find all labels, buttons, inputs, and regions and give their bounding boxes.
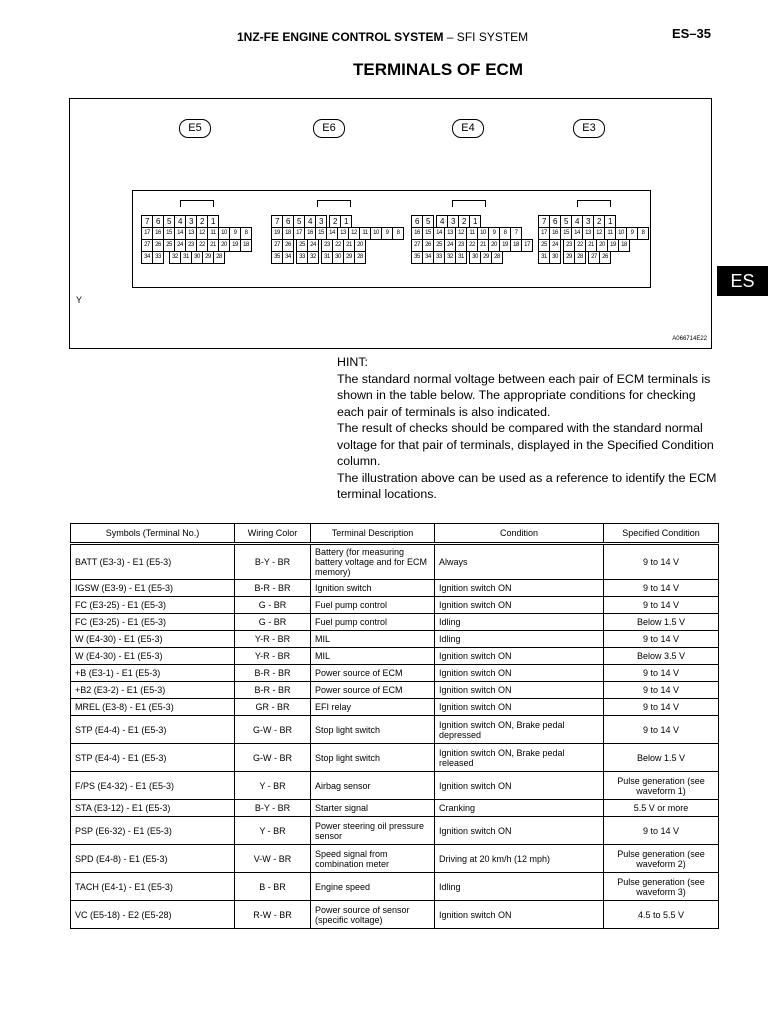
terminal-pin: 24 [444,239,456,252]
hint-paragraph-1: The standard normal voltage between each pair of ECM terminals is shown in the table below. The appropriate conditions for checking each pair of terminals is also indicated. [337,371,711,419]
terminal-pin: 6 [152,215,164,228]
cell-wiring-color: Y - BR [235,772,311,800]
terminal-pin: 14 [174,227,186,240]
cell-wiring-color: G - BR [235,597,311,614]
terminal-pin: 27 [588,251,600,264]
section-tab: ES [717,266,768,296]
cell-symbols: +B (E3-1) - E1 (E5-3) [71,665,235,682]
terminal-pin: 14 [571,227,583,240]
terminal-pin: 32 [169,251,181,264]
cell-wiring-color: Y - BR [235,817,311,845]
cell-condition: Ignition switch ON [435,597,604,614]
terminal-pin: 16 [549,227,561,240]
cell-wiring-color: GR - BR [235,699,311,716]
table-row [71,744,719,772]
terminal-pin: 12 [348,227,360,240]
terminal-pin: 24 [549,239,561,252]
table-row [71,772,719,800]
cell-description: Battery (for measuring battery voltage and for ECM memory) [311,544,435,580]
cell-description: Power source of sensor (specific voltage) [311,901,435,929]
terminal-pin: 34 [422,251,434,264]
cell-specified: 4.5 to 5.5 V [604,901,719,929]
hint-paragraph-2: The result of checks should be compared with the standard normal voltage for that pair of terminals, displayed in the Specified Condition column. [337,421,714,468]
cell-description: MIL [311,631,435,648]
table-row [71,580,719,597]
table-row [71,682,719,699]
terminal-pin: 4 [304,215,316,228]
cell-condition: Ignition switch ON, Brake pedal released [435,744,604,772]
terminal-pin: 3 [447,215,459,228]
cell-symbols: MREL (E3-8) - E1 (E5-3) [71,699,235,716]
terminal-pin: 30 [191,251,203,264]
terminal-pin: 12 [455,227,467,240]
table-row [71,817,719,845]
terminal-pin: 33 [296,251,308,264]
terminal-pin: 30 [332,251,344,264]
terminal-pin: 10 [615,227,627,240]
connector-label-e6: E6 [313,119,345,138]
terminal-pin: 35 [271,251,283,264]
terminal-pin: 8 [392,227,404,240]
connector-label-e5: E5 [179,119,211,138]
cell-condition: Ignition switch ON, Brake pedal depressed [435,716,604,744]
cell-description: Airbag sensor [311,772,435,800]
cell-specified: 5.5 V or more [604,800,719,817]
terminal-pin: 26 [152,239,164,252]
terminal-pin: 18 [618,239,630,252]
terminal-pin: 26 [422,239,434,252]
cell-condition: Driving at 20 km/h (12 mph) [435,845,604,873]
cell-description: Fuel pump control [311,597,435,614]
terminal-pin: 13 [185,227,197,240]
terminal-pin: 25 [538,239,550,252]
cell-specified: Pulse generation (see waveform 1) [604,772,719,800]
cell-symbols: STA (E3-12) - E1 (E5-3) [71,800,235,817]
terminal-pin: 28 [491,251,503,264]
terminal-pin: 12 [593,227,605,240]
cell-symbols: VC (E5-18) - E2 (E5-28) [71,901,235,929]
terminal-pin: 30 [549,251,561,264]
cell-wiring-color: B - BR [235,873,311,901]
pin-row [538,251,610,264]
terminal-pin: 34 [282,251,294,264]
cell-description: Power steering oil pressure sensor [311,817,435,845]
cell-specified: Pulse generation (see waveform 2) [604,845,719,873]
column-header-specified: Specified Condition [604,524,719,544]
cell-condition: Cranking [435,800,604,817]
cell-condition: Ignition switch ON [435,580,604,597]
terminal-pin: 18 [510,239,522,252]
terminal-pin: 24 [174,239,186,252]
cell-symbols: FC (E3-25) - E1 (E5-3) [71,614,235,631]
figure-id: A066714E22 [672,336,707,342]
table-row [71,716,719,744]
terminal-pin: 28 [354,251,366,264]
terminal-pin: 19 [607,239,619,252]
cell-specified: 9 to 14 V [604,580,719,597]
cell-description: Stop light switch [311,744,435,772]
terminal-pin: 15 [315,227,327,240]
cell-wiring-color: B-R - BR [235,580,311,597]
cell-condition: Ignition switch ON [435,772,604,800]
terminal-pin: 24 [307,239,319,252]
cell-specified: Below 3.5 V [604,648,719,665]
terminal-pin: 1 [340,215,352,228]
terminal-pin: 8 [499,227,511,240]
terminal-pin: 27 [271,239,283,252]
cell-condition: Idling [435,614,604,631]
cell-symbols: SPD (E4-8) - E1 (E5-3) [71,845,235,873]
connector-latch [180,200,214,207]
cell-wiring-color: B-R - BR [235,665,311,682]
terminal-pin: 31 [180,251,192,264]
cell-wiring-color: B-Y - BR [235,800,311,817]
terminal-pin: 14 [326,227,338,240]
terminal-pin: 8 [240,227,252,240]
table-row [71,665,719,682]
terminal-pin: 2 [196,215,208,228]
cell-condition: Ignition switch ON [435,699,604,716]
cell-specified: 9 to 14 V [604,597,719,614]
terminal-pin: 23 [185,239,197,252]
table-row [71,648,719,665]
terminal-pin: 22 [574,239,586,252]
cell-specified: 9 to 14 V [604,716,719,744]
terminal-pin: 13 [444,227,456,240]
terminal-pin: 26 [282,239,294,252]
table-row [71,614,719,631]
terminal-pin: 13 [582,227,594,240]
terminal-pin: 5 [422,215,434,228]
cell-wiring-color: V-W - BR [235,845,311,873]
terminal-pin: 28 [213,251,225,264]
table-row [71,699,719,716]
cell-description: Engine speed [311,873,435,901]
terminal-pin: 33 [433,251,445,264]
terminal-pin: 11 [604,227,616,240]
page-header [0,26,768,50]
terminal-pin: 21 [477,239,489,252]
terminal-pin: 27 [141,239,153,252]
cell-specified: Below 1.5 V [604,614,719,631]
terminal-pin: 28 [574,251,586,264]
terminal-pin: 17 [538,227,550,240]
cell-specified: Pulse generation (see waveform 3) [604,873,719,901]
cell-specified: Below 1.5 V [604,744,719,772]
terminal-pin: 5 [293,215,305,228]
terminal-pin: 21 [585,239,597,252]
terminal-pin: 23 [563,239,575,252]
cell-symbols: STP (E4-4) - E1 (E5-3) [71,744,235,772]
terminal-pin: 11 [207,227,219,240]
wire-color-label: Y [76,295,83,305]
cell-wiring-color: Y-R - BR [235,631,311,648]
terminal-pin: 11 [359,227,371,240]
cell-condition: Ignition switch ON [435,817,604,845]
terminal-pin: 7 [141,215,153,228]
cell-description: Fuel pump control [311,614,435,631]
cell-specified: 9 to 14 V [604,544,719,580]
terminal-pin: 2 [593,215,605,228]
terminal-pin: 9 [381,227,393,240]
terminal-pin: 29 [480,251,492,264]
terminal-pin: 11 [466,227,478,240]
terminal-pin: 25 [433,239,445,252]
connector-latch [317,200,351,207]
terminal-pin: 8 [637,227,649,240]
cell-symbols: F/PS (E4-32) - E1 (E5-3) [71,772,235,800]
cell-symbols: W (E4-30) - E1 (E5-3) [71,648,235,665]
terminal-pin: 17 [521,239,533,252]
terminal-pin: 3 [582,215,594,228]
terminal-pin: 6 [282,215,294,228]
cell-symbols: FC (E3-25) - E1 (E5-3) [71,597,235,614]
page-title: TERMINALS OF ECM [353,60,523,79]
terminal-pin: 21 [207,239,219,252]
terminal-pin: 19 [499,239,511,252]
table-header-row [71,524,719,544]
terminal-pin: 15 [560,227,572,240]
table-row [71,901,719,929]
cell-specified: 9 to 14 V [604,699,719,716]
cell-symbols: TACH (E4-1) - E1 (E5-3) [71,873,235,901]
terminal-pin: 2 [329,215,341,228]
terminal-pin: 16 [304,227,316,240]
terminal-pin: 32 [444,251,456,264]
terminal-pin: 19 [271,227,283,240]
cell-condition: Ignition switch ON [435,648,604,665]
terminal-pin: 21 [343,239,355,252]
cell-condition: Idling [435,631,604,648]
terminal-pin: 31 [321,251,333,264]
terminal-pin: 1 [207,215,219,228]
terminal-pin: 20 [488,239,500,252]
terminal-pin: 17 [293,227,305,240]
terminal-pin: 29 [343,251,355,264]
cell-symbols: IGSW (E3-9) - E1 (E5-3) [71,580,235,597]
terminal-pin: 1 [604,215,616,228]
terminal-pin: 7 [271,215,283,228]
cell-description: Ignition switch [311,580,435,597]
cell-description: Speed signal from combination meter [311,845,435,873]
terminal-pin: 26 [599,251,611,264]
ecm-connector-diagram [69,98,712,349]
cell-wiring-color: B-Y - BR [235,544,311,580]
column-header-wiring-color: Wiring Color [235,524,311,544]
cell-condition: Ignition switch ON [435,665,604,682]
terminal-pin: 17 [141,227,153,240]
table-row [71,631,719,648]
terminal-pin: 14 [433,227,445,240]
connector-label-e4: E4 [452,119,484,138]
column-header-description: Terminal Description [311,524,435,544]
terminal-pin: 32 [307,251,319,264]
terminal-pin: 16 [152,227,164,240]
table-row [71,845,719,873]
page-number: ES–35 [671,26,711,41]
cell-specified: 9 to 14 V [604,631,719,648]
cell-description: Power source of ECM [311,665,435,682]
terminal-pin: 16 [411,227,423,240]
cell-condition: Ignition switch ON [435,682,604,699]
cell-specified: 9 to 14 V [604,682,719,699]
terminal-pin: 3 [315,215,327,228]
terminal-pin: 22 [196,239,208,252]
cell-description: EFI relay [311,699,435,716]
terminal-pin: 6 [411,215,423,228]
terminal-pin: 1 [469,215,481,228]
hint-heading: HINT: [337,355,368,369]
terminal-pin: 6 [549,215,561,228]
cell-specified: 9 to 14 V [604,665,719,682]
terminal-pin: 35 [411,251,423,264]
cell-wiring-color: B-R - BR [235,682,311,699]
cell-symbols: +B2 (E3-2) - E1 (E5-3) [71,682,235,699]
terminal-pin: 22 [332,239,344,252]
cell-specified: 9 to 14 V [604,817,719,845]
cell-description: Stop light switch [311,716,435,744]
terminal-pin: 30 [469,251,481,264]
terminal-pin: 20 [596,239,608,252]
terminal-pin: 34 [141,251,153,264]
terminal-pin: 10 [370,227,382,240]
terminal-pin: 31 [455,251,467,264]
terminal-pin: 7 [510,227,522,240]
terminal-pin: 10 [218,227,230,240]
terminal-pin: 3 [185,215,197,228]
chapter-title: 1NZ-FE ENGINE CONTROL SYSTEM – SFI SYSTEM [237,30,529,44]
cell-wiring-color: G-W - BR [235,744,311,772]
terminal-pin: 5 [163,215,175,228]
terminal-pin: 33 [152,251,164,264]
terminal-pin: 25 [163,239,175,252]
terminal-pin: 12 [196,227,208,240]
terminal-pin: 31 [538,251,550,264]
terminal-pin: 19 [229,239,241,252]
cell-wiring-color: G - BR [235,614,311,631]
pin-row [271,251,365,264]
terminal-pin: 4 [174,215,186,228]
cell-symbols: W (E4-30) - E1 (E5-3) [71,631,235,648]
cell-condition: Idling [435,873,604,901]
connector-label-e3: E3 [573,119,605,138]
terminal-pin: 15 [422,227,434,240]
terminal-pin: 10 [477,227,489,240]
terminal-pin: 23 [321,239,333,252]
terminal-pin: 9 [488,227,500,240]
cell-condition: Ignition switch ON [435,901,604,929]
terminal-pin: 20 [354,239,366,252]
terminal-pin: 29 [563,251,575,264]
hint-block [337,354,717,503]
terminal-pin: 13 [337,227,349,240]
terminal-pin: 18 [282,227,294,240]
terminal-pin: 29 [202,251,214,264]
terminal-pin: 4 [571,215,583,228]
terminal-pin: 23 [455,239,467,252]
terminal-spec-table [70,523,719,929]
cell-symbols: PSP (E6-32) - E1 (E5-3) [71,817,235,845]
cell-description: MIL [311,648,435,665]
terminal-pin: 25 [296,239,308,252]
cell-wiring-color: Y-R - BR [235,648,311,665]
terminal-pin: 22 [466,239,478,252]
pin-row [141,251,224,264]
table-row [71,544,719,580]
cell-description: Power source of ECM [311,682,435,699]
hint-paragraph-3: The illustration above can be used as a reference to identify the ECM terminal locations. [337,470,717,501]
table-row [71,800,719,817]
terminal-pin: 9 [626,227,638,240]
table-row [71,597,719,614]
cell-wiring-color: R-W - BR [235,901,311,929]
pin-row [411,251,502,264]
cell-symbols: BATT (E3-3) - E1 (E5-3) [71,544,235,580]
cell-description: Starter signal [311,800,435,817]
connector-latch [452,200,486,207]
terminal-pin: 9 [229,227,241,240]
terminal-pin: 4 [436,215,448,228]
terminal-pin: 2 [458,215,470,228]
column-header-symbols: Symbols (Terminal No.) [71,524,235,544]
column-header-condition: Condition [435,524,604,544]
terminal-pin: 27 [411,239,423,252]
terminal-pin: 20 [218,239,230,252]
terminal-pin: 5 [560,215,572,228]
terminal-pin: 18 [240,239,252,252]
cell-symbols: STP (E4-4) - E1 (E5-3) [71,716,235,744]
table-row [71,873,719,901]
terminal-pin: 15 [163,227,175,240]
connector-latch [577,200,611,207]
cell-wiring-color: G-W - BR [235,716,311,744]
terminal-pin: 7 [538,215,550,228]
cell-condition: Always [435,544,604,580]
